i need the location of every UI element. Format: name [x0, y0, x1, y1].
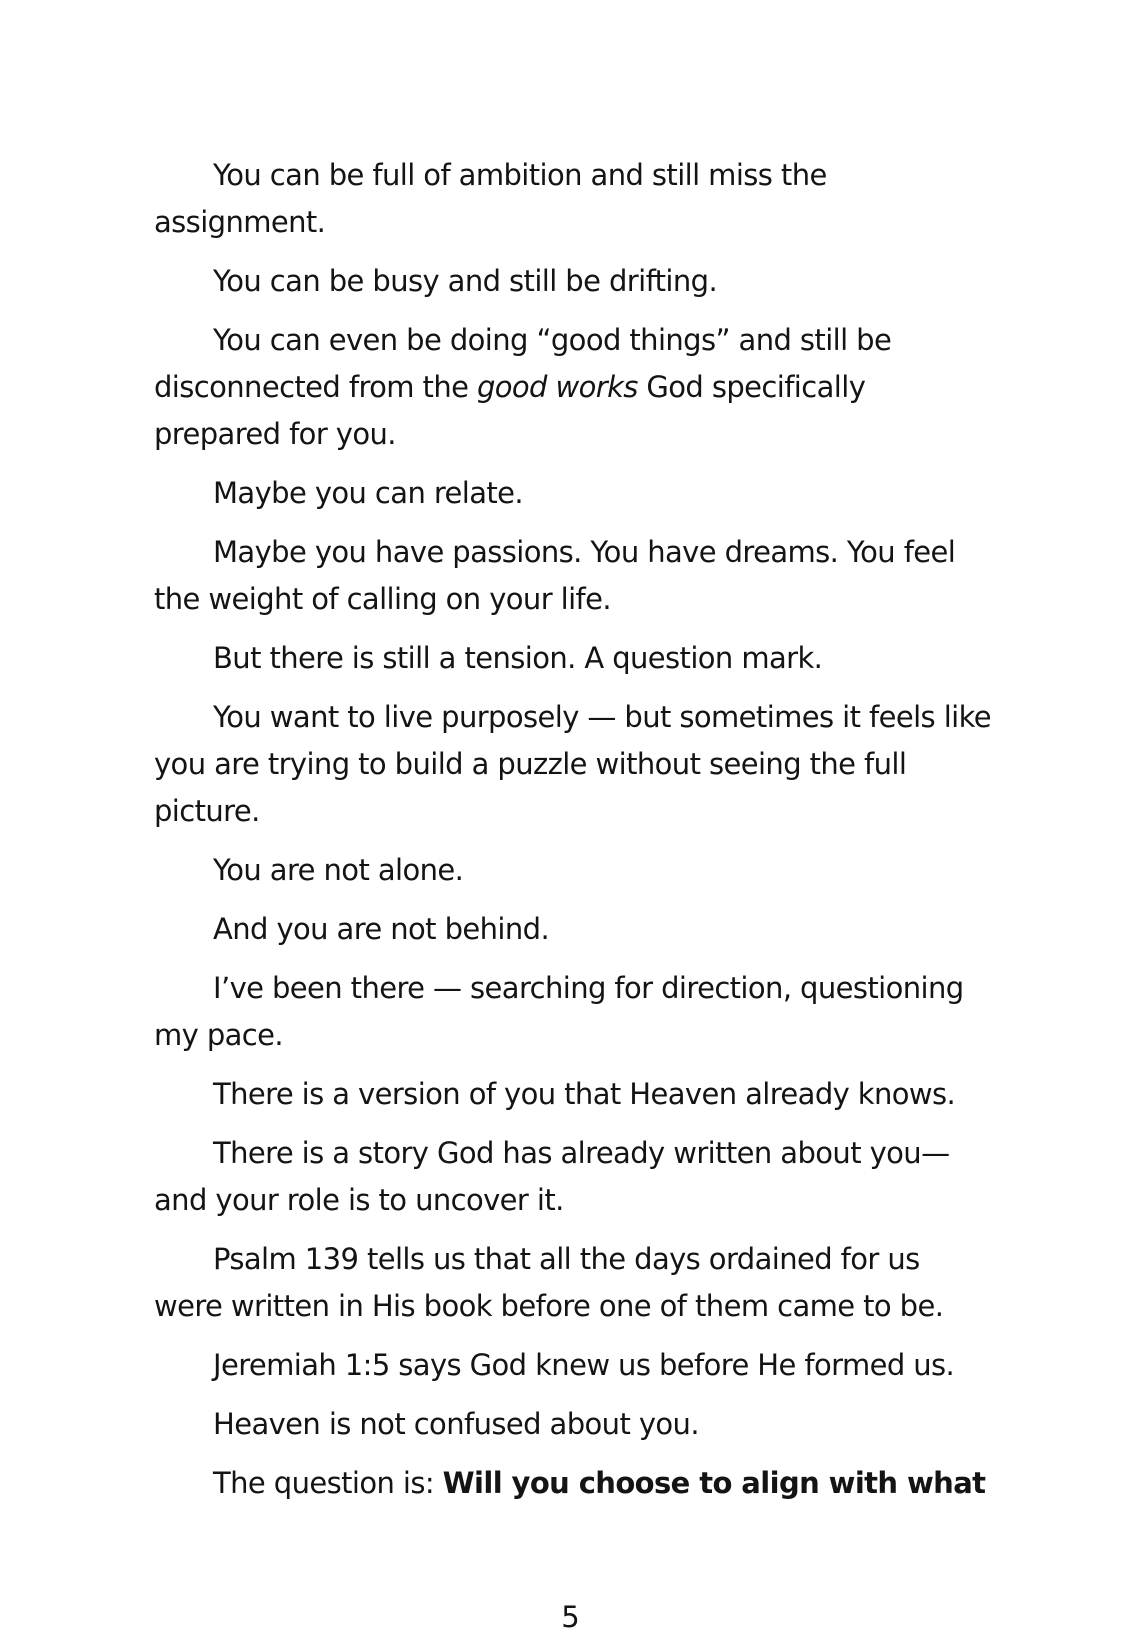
paragraph-4: Maybe you can relate.: [213, 476, 524, 510]
paragraph-12: There is a story God has already written about you— and your role is to uncover it.: [154, 1136, 950, 1217]
paragraph-9: And you are not behind.: [213, 912, 550, 946]
paragraph-13: Psalm 139 tells us that all the days ordained for us were written in His book before one of them came to be.: [154, 1242, 944, 1323]
page-number: 5: [561, 1600, 580, 1634]
paragraph-8: You are not alone.: [213, 853, 464, 887]
bold-question: Will you choose to align with what: [442, 1466, 986, 1500]
paragraph-3-end: God specifically prepared for you.: [154, 370, 866, 451]
paragraph-15: Heaven is not confused about you.: [213, 1407, 699, 1441]
emphasis-good-works: good works: [476, 370, 638, 404]
paragraph-14: Jeremiah 1:5 says God knew us before He formed us.: [213, 1348, 955, 1382]
paragraph-16: [154, 1460, 994, 1507]
paragraph-11: There is a version of you that Heaven already knows.: [213, 1077, 956, 1111]
paragraph-6: But there is still a tension. A question mark.: [213, 641, 823, 675]
paragraph-2: You can be busy and still be drifting.: [213, 264, 718, 298]
paragraph-1: You can be full of ambition and still miss the assignment.: [154, 158, 827, 239]
paragraph-5: Maybe you have passions. You have dreams. You feel the weight of calling on your life.: [154, 535, 956, 616]
paragraph-3: [154, 317, 994, 458]
paragraph-3-start: You can even be doing “good things” and still be disconnected from the: [154, 323, 892, 404]
paragraph-10: I’ve been there — searching for direction, questioning my pace.: [154, 971, 964, 1052]
paragraph-7: You want to live purposely — but sometimes it feels like you are trying to build a puzzle without seeing the full picture.: [154, 700, 992, 828]
body-text: [154, 152, 994, 1519]
paragraph-16-start: The question is:: [213, 1466, 443, 1500]
